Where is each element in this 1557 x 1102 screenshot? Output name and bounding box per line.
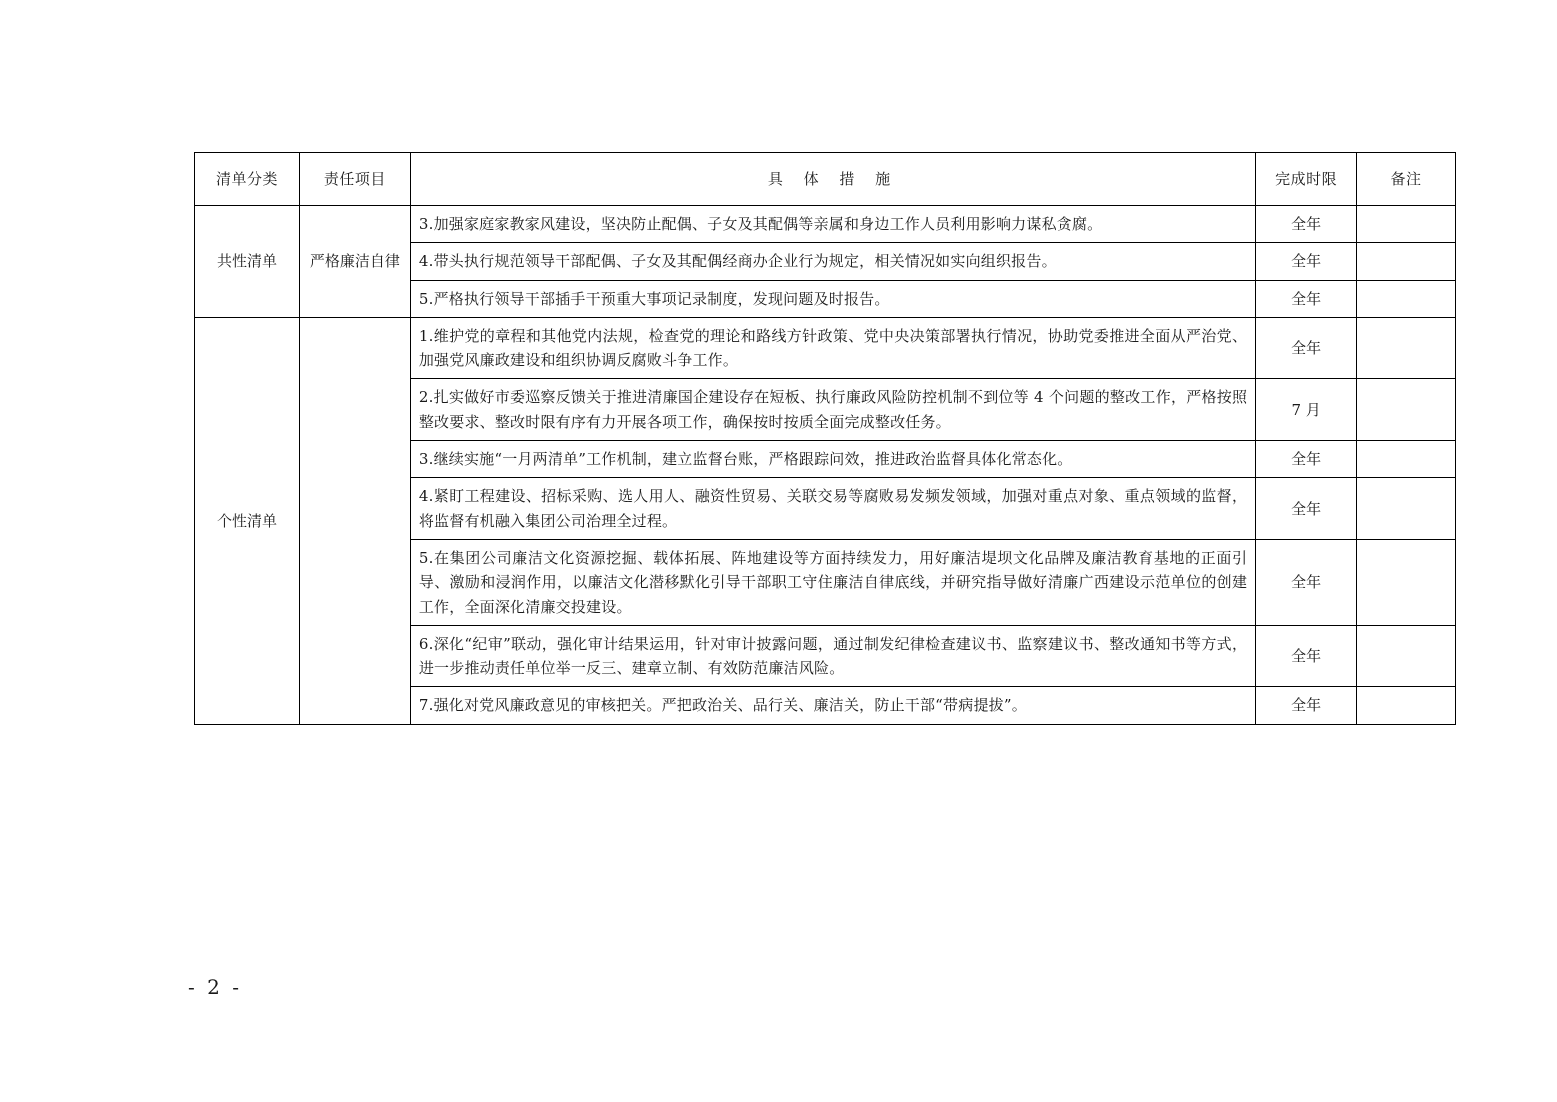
deadline-value: 全年 <box>1256 317 1357 379</box>
deadline-value: 全年 <box>1256 441 1357 478</box>
measure-text: 4.带头执行规范领导干部配偶、子女及其配偶经商办企业行为规定，相关情况如实向组织报告。 <box>410 243 1255 280</box>
deadline-value: 全年 <box>1256 243 1357 280</box>
measure-text: 5.在集团公司廉洁文化资源挖掘、载体拓展、阵地建设等方面持续发力，用好廉洁堤坝文化品牌及廉洁教育基地的正面引导、激励和浸润作用，以廉洁文化潜移默化引导干部职工守住廉洁自律底线，并研究指导做好清廉广西建设示范单位的创建工作，全面深化清廉交投建设。 <box>410 539 1255 625</box>
deadline-value: 7 月 <box>1256 379 1357 441</box>
measure-text: 5.严格执行领导干部插手干预重大事项记录制度，发现问题及时报告。 <box>410 280 1255 317</box>
table-header-row <box>195 153 1456 206</box>
measure-text: 2.扎实做好市委巡察反馈关于推进清廉国企建设存在短板、执行廉政风险防控机制不到位等 4 个问题的整改工作，严格按照整改要求、整改时限有序有力开展各项工作，确保按时按质全面完成整改任务。 <box>410 379 1255 441</box>
table-row <box>195 206 1456 243</box>
deadline-value: 全年 <box>1256 478 1357 540</box>
header-category: 清单分类 <box>195 153 300 206</box>
note-value <box>1357 539 1456 625</box>
measure-text: 4.紧盯工程建设、招标采购、选人用人、融资性贸易、关联交易等腐败易发频发领域，加强对重点对象、重点领域的监督，将监督有机融入集团公司治理全过程。 <box>410 478 1255 540</box>
note-value <box>1357 478 1456 540</box>
table-row <box>195 317 1456 379</box>
table-header <box>195 153 1456 206</box>
deadline-value: 全年 <box>1256 687 1357 724</box>
header-note: 备注 <box>1357 153 1456 206</box>
header-responsibility: 责任项目 <box>299 153 410 206</box>
deadline-value: 全年 <box>1256 206 1357 243</box>
note-value <box>1357 206 1456 243</box>
note-value <box>1357 280 1456 317</box>
measure-text: 7.强化对党风廉政意见的审核把关。严把政治关、品行关、廉洁关，防止干部“带病提拔”。 <box>410 687 1255 724</box>
page-number: - 2 - <box>188 975 242 999</box>
measure-text: 6.深化“纪审”联动，强化审计结果运用，针对审计披露问题，通过制发纪律检查建议书、监察建议书、整改通知书等方式，进一步推动责任单位举一反三、建章立制、有效防范廉洁风险。 <box>410 625 1255 687</box>
group-category-label: 个性清单 <box>195 317 300 724</box>
deadline-value: 全年 <box>1256 280 1357 317</box>
measure-text: 3.继续实施“一月两清单”工作机制，建立监督台账，严格跟踪问效，推进政治监督具体化常态化。 <box>410 441 1255 478</box>
note-value <box>1357 687 1456 724</box>
note-value <box>1357 625 1456 687</box>
measure-text: 1.维护党的章程和其他党内法规，检查党的理论和路线方针政策、党中央决策部署执行情况，协助党委推进全面从严治党、加强党风廉政建设和组织协调反腐败斗争工作。 <box>410 317 1255 379</box>
responsibility-list-table <box>194 152 1456 725</box>
deadline-value: 全年 <box>1256 625 1357 687</box>
note-value <box>1357 317 1456 379</box>
header-deadline: 完成时限 <box>1256 153 1357 206</box>
measure-text: 3.加强家庭家教家风建设，坚决防止配偶、子女及其配偶等亲属和身边工作人员利用影响力谋私贪腐。 <box>410 206 1255 243</box>
table-body <box>195 206 1456 725</box>
deadline-value: 全年 <box>1256 539 1357 625</box>
group-responsibility-label: 严格廉洁自律 <box>299 206 410 318</box>
note-value <box>1357 379 1456 441</box>
header-measures: 具 体 措 施 <box>410 153 1255 206</box>
group-responsibility-label <box>299 317 410 724</box>
group-category-label: 共性清单 <box>195 206 300 318</box>
note-value <box>1357 441 1456 478</box>
note-value <box>1357 243 1456 280</box>
